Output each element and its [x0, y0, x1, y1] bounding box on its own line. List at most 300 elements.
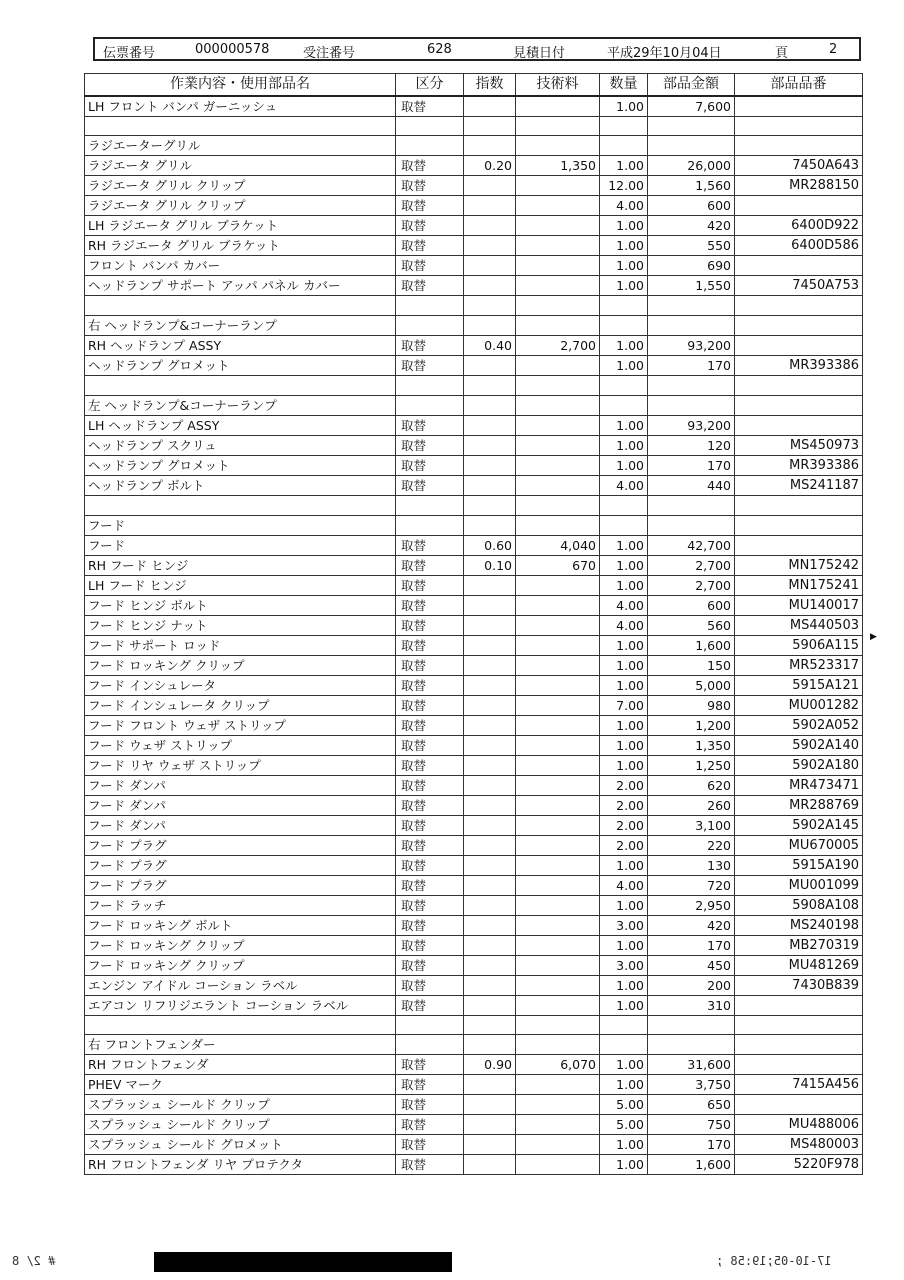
row-tech-fee: 4,040 [516, 535, 600, 555]
table-row [85, 316, 863, 336]
row-index: 0.40 [464, 336, 516, 356]
row-tech-fee [516, 415, 600, 435]
row-index [464, 116, 516, 136]
row-parts-amount: 560 [648, 615, 735, 635]
row-kubun: 取替 [396, 535, 464, 555]
row-qty [600, 1015, 648, 1035]
row-qty: 1.00 [600, 1055, 648, 1075]
row-item-name: フード インシュレータ クリップ [85, 695, 396, 715]
table-row [85, 635, 863, 655]
row-qty [600, 515, 648, 535]
row-parts-amount: 31,600 [648, 1055, 735, 1075]
row-kubun: 取替 [396, 855, 464, 875]
order-number-label: 受注番号 [303, 46, 356, 61]
row-item-name [85, 1015, 396, 1035]
table-row [85, 435, 863, 455]
row-qty [600, 116, 648, 136]
row-qty: 1.00 [600, 1135, 648, 1155]
table-row [85, 256, 863, 276]
row-index [464, 935, 516, 955]
row-tech-fee [516, 356, 600, 376]
row-kubun [396, 1015, 464, 1035]
row-item-name: ラジエータ グリル [85, 156, 396, 176]
table-row [85, 296, 863, 316]
row-parts-amount: 2,700 [648, 575, 735, 595]
row-item-name: 右 ヘッドランプ&コーナーランプ [85, 316, 396, 336]
row-kubun: 取替 [396, 635, 464, 655]
row-part-number: MR288150 [735, 176, 863, 196]
row-index [464, 1075, 516, 1095]
row-part-number: 6400D922 [735, 216, 863, 236]
row-parts-amount: 93,200 [648, 415, 735, 435]
row-qty: 1.00 [600, 1155, 648, 1175]
row-index [464, 695, 516, 715]
row-tech-fee [516, 236, 600, 256]
row-index [464, 995, 516, 1015]
row-part-number: MR393386 [735, 356, 863, 376]
table-row [85, 475, 863, 495]
table-row [85, 116, 863, 136]
row-qty [600, 495, 648, 515]
row-parts-amount: 1,350 [648, 735, 735, 755]
table-row [85, 515, 863, 535]
row-qty: 1.00 [600, 715, 648, 735]
row-parts-amount: 170 [648, 935, 735, 955]
row-index: 0.60 [464, 535, 516, 555]
row-item-name: 左 ヘッドランプ&コーナーランプ [85, 395, 396, 415]
row-item-name: PHEV マーク [85, 1075, 396, 1095]
row-part-number: MR393386 [735, 455, 863, 475]
row-kubun: 取替 [396, 915, 464, 935]
row-tech-fee [516, 575, 600, 595]
row-part-number [735, 415, 863, 435]
row-part-number: MR473471 [735, 775, 863, 795]
table-row [85, 655, 863, 675]
row-kubun: 取替 [396, 336, 464, 356]
row-index [464, 296, 516, 316]
row-kubun: 取替 [396, 216, 464, 236]
row-qty [600, 1035, 648, 1055]
row-qty: 3.00 [600, 915, 648, 935]
row-part-number [735, 995, 863, 1015]
row-item-name: エアコン リフリジエラント コーション ラベル [85, 995, 396, 1015]
row-kubun: 取替 [396, 1055, 464, 1075]
row-item-name: LH ヘッドランプ ASSY [85, 415, 396, 435]
row-parts-amount: 620 [648, 775, 735, 795]
row-item-name: フード プラグ [85, 875, 396, 895]
row-part-number [735, 495, 863, 515]
row-parts-amount: 750 [648, 1115, 735, 1135]
row-item-name: LH フロント バンパ ガーニッシュ [85, 96, 396, 117]
row-qty: 2.00 [600, 835, 648, 855]
table-row [85, 455, 863, 475]
row-item-name: フード プラグ [85, 855, 396, 875]
row-parts-amount: 600 [648, 196, 735, 216]
row-item-name: フード ラッチ [85, 895, 396, 915]
row-item-name: RH フード ヒンジ [85, 555, 396, 575]
row-qty: 1.00 [600, 276, 648, 296]
row-item-name: フード インシュレータ [85, 675, 396, 695]
row-item-name [85, 376, 396, 396]
row-tech-fee [516, 975, 600, 995]
row-index [464, 1095, 516, 1115]
row-item-name: ヘッドランプ グロメット [85, 356, 396, 376]
row-part-number: 5902A180 [735, 755, 863, 775]
row-parts-amount: 150 [648, 655, 735, 675]
row-index [464, 615, 516, 635]
row-kubun [396, 395, 464, 415]
row-part-number: MU001099 [735, 875, 863, 895]
row-kubun: 取替 [396, 575, 464, 595]
row-qty: 4.00 [600, 196, 648, 216]
row-qty: 1.00 [600, 855, 648, 875]
table-row [85, 276, 863, 296]
table-row [85, 775, 863, 795]
row-index [464, 495, 516, 515]
row-part-number: 5902A052 [735, 715, 863, 735]
row-index [464, 256, 516, 276]
row-index [464, 595, 516, 615]
row-kubun: 取替 [396, 935, 464, 955]
row-part-number [735, 535, 863, 555]
row-parts-amount [648, 395, 735, 415]
row-qty: 1.00 [600, 675, 648, 695]
row-item-name: RH フロントフェンダ [85, 1055, 396, 1075]
table-row [85, 915, 863, 935]
row-tech-fee: 6,070 [516, 1055, 600, 1075]
table-row [85, 395, 863, 415]
row-index [464, 875, 516, 895]
row-item-name: フード ダンパ [85, 815, 396, 835]
row-qty [600, 395, 648, 415]
row-index [464, 356, 516, 376]
row-parts-amount: 2,700 [648, 555, 735, 575]
table-row [85, 1015, 863, 1035]
row-kubun: 取替 [396, 715, 464, 735]
row-item-name [85, 296, 396, 316]
row-kubun: 取替 [396, 1155, 464, 1175]
row-index [464, 915, 516, 935]
row-part-number: 7415A456 [735, 1075, 863, 1095]
fax-timestamp: 17-10-05;19:58 ; [716, 1254, 832, 1268]
row-qty: 7.00 [600, 695, 648, 715]
row-part-number: MU488006 [735, 1115, 863, 1135]
row-qty: 12.00 [600, 176, 648, 196]
row-parts-amount: 170 [648, 455, 735, 475]
row-index [464, 575, 516, 595]
row-kubun [396, 1035, 464, 1055]
row-parts-amount: 420 [648, 216, 735, 236]
row-tech-fee [516, 635, 600, 655]
row-index [464, 216, 516, 236]
table-row [85, 875, 863, 895]
row-kubun: 取替 [396, 356, 464, 376]
row-part-number: MS440503 [735, 615, 863, 635]
row-item-name: フード ロッキング クリップ [85, 655, 396, 675]
table-row [85, 755, 863, 775]
row-item-name: フード ヒンジ ボルト [85, 595, 396, 615]
slip-number: 000000578 [195, 42, 270, 57]
row-parts-amount [648, 136, 735, 156]
row-index [464, 435, 516, 455]
row-part-number [735, 1095, 863, 1115]
row-qty: 1.00 [600, 216, 648, 236]
row-parts-amount [648, 1035, 735, 1055]
row-part-number: MN175242 [735, 555, 863, 575]
row-tech-fee [516, 795, 600, 815]
row-index [464, 955, 516, 975]
row-part-number: MS241187 [735, 475, 863, 495]
row-qty: 1.00 [600, 415, 648, 435]
row-tech-fee [516, 775, 600, 795]
row-part-number [735, 96, 863, 117]
row-qty: 5.00 [600, 1115, 648, 1135]
row-index [464, 276, 516, 296]
table-row [85, 1155, 863, 1175]
row-index: 0.90 [464, 1055, 516, 1075]
row-tech-fee [516, 1015, 600, 1035]
row-tech-fee [516, 1115, 600, 1135]
row-parts-amount: 1,560 [648, 176, 735, 196]
row-qty: 4.00 [600, 875, 648, 895]
row-tech-fee: 670 [516, 555, 600, 575]
row-kubun: 取替 [396, 695, 464, 715]
row-item-name: ヘッドランプ グロメット [85, 455, 396, 475]
row-qty: 1.00 [600, 755, 648, 775]
row-parts-amount: 1,200 [648, 715, 735, 735]
row-kubun [396, 116, 464, 136]
row-kubun: 取替 [396, 975, 464, 995]
row-item-name: RH フロントフェンダ リヤ プロテクタ [85, 1155, 396, 1175]
table-row [85, 1075, 863, 1095]
row-item-name: スプラッシュ シールド グロメット [85, 1135, 396, 1155]
row-tech-fee [516, 1095, 600, 1115]
table-row [85, 1035, 863, 1055]
row-index: 0.10 [464, 555, 516, 575]
row-kubun: 取替 [396, 735, 464, 755]
table-row [85, 575, 863, 595]
row-tech-fee [516, 995, 600, 1015]
row-part-number [735, 316, 863, 336]
row-kubun: 取替 [396, 595, 464, 615]
row-item-name [85, 495, 396, 515]
row-tech-fee [516, 395, 600, 415]
table-row [85, 815, 863, 835]
row-part-number: MU001282 [735, 695, 863, 715]
row-index [464, 1115, 516, 1135]
row-index [464, 515, 516, 535]
row-tech-fee [516, 715, 600, 735]
row-tech-fee [516, 276, 600, 296]
row-qty: 2.00 [600, 815, 648, 835]
col-header-index: 指数 [464, 74, 516, 96]
row-parts-amount [648, 1015, 735, 1035]
row-kubun: 取替 [396, 955, 464, 975]
table-row [85, 555, 863, 575]
row-tech-fee [516, 196, 600, 216]
fax-page-stamp: # 2/ 8 [12, 1254, 56, 1268]
row-tech-fee [516, 1135, 600, 1155]
row-tech-fee [516, 216, 600, 236]
estimate-date: 平成29年10月04日 [607, 46, 722, 61]
row-part-number: 5906A115 [735, 635, 863, 655]
row-tech-fee [516, 595, 600, 615]
row-item-name: エンジン アイドル コーション ラベル [85, 975, 396, 995]
row-part-number [735, 196, 863, 216]
row-tech-fee [516, 376, 600, 396]
row-kubun: 取替 [396, 1115, 464, 1135]
row-parts-amount: 310 [648, 995, 735, 1015]
row-part-number: MS240198 [735, 915, 863, 935]
row-item-name: フード サポート ロッド [85, 635, 396, 655]
row-parts-amount [648, 316, 735, 336]
table-header-row [85, 74, 863, 96]
row-kubun: 取替 [396, 196, 464, 216]
table-row [85, 176, 863, 196]
row-index [464, 655, 516, 675]
row-item-name: フード プラグ [85, 835, 396, 855]
row-tech-fee [516, 935, 600, 955]
slip-header [93, 37, 861, 61]
row-kubun: 取替 [396, 1095, 464, 1115]
row-part-number: 5915A190 [735, 855, 863, 875]
row-kubun: 取替 [396, 455, 464, 475]
row-tech-fee [516, 1075, 600, 1095]
row-parts-amount: 200 [648, 975, 735, 995]
row-qty: 1.00 [600, 655, 648, 675]
row-qty: 1.00 [600, 156, 648, 176]
row-kubun: 取替 [396, 675, 464, 695]
table-row [85, 615, 863, 635]
row-item-name: フード ロッキング クリップ [85, 935, 396, 955]
row-index [464, 96, 516, 117]
table-row [85, 735, 863, 755]
row-part-number: MU481269 [735, 955, 863, 975]
row-parts-amount: 3,750 [648, 1075, 735, 1095]
table-row [85, 196, 863, 216]
table-row [85, 675, 863, 695]
table-row [85, 535, 863, 555]
row-index [464, 316, 516, 336]
row-kubun: 取替 [396, 875, 464, 895]
row-item-name: RH ラジエータ グリル ブラケット [85, 236, 396, 256]
row-item-name: フード ロッキング ボルト [85, 915, 396, 935]
row-tech-fee [516, 475, 600, 495]
row-qty: 4.00 [600, 615, 648, 635]
row-kubun: 取替 [396, 1135, 464, 1155]
row-parts-amount: 42,700 [648, 535, 735, 555]
row-index [464, 775, 516, 795]
row-tech-fee: 1,350 [516, 156, 600, 176]
row-qty: 1.00 [600, 455, 648, 475]
row-part-number: 5908A108 [735, 895, 863, 915]
row-qty: 1.00 [600, 1075, 648, 1095]
row-kubun [396, 515, 464, 535]
table-row [85, 995, 863, 1015]
row-index [464, 735, 516, 755]
row-part-number: 7450A753 [735, 276, 863, 296]
row-parts-amount: 93,200 [648, 336, 735, 356]
row-kubun: 取替 [396, 415, 464, 435]
row-qty: 3.00 [600, 955, 648, 975]
row-qty: 1.00 [600, 336, 648, 356]
row-kubun: 取替 [396, 236, 464, 256]
row-part-number: MU670005 [735, 835, 863, 855]
row-item-name: フード ウェザ ストリップ [85, 735, 396, 755]
row-qty [600, 296, 648, 316]
row-qty: 2.00 [600, 795, 648, 815]
row-tech-fee [516, 176, 600, 196]
row-item-name: フード フロント ウェザ ストリップ [85, 715, 396, 735]
row-tech-fee [516, 675, 600, 695]
table-row [85, 795, 863, 815]
row-part-number: MB270319 [735, 935, 863, 955]
row-kubun [396, 316, 464, 336]
row-part-number [735, 1035, 863, 1055]
row-qty [600, 136, 648, 156]
row-kubun: 取替 [396, 815, 464, 835]
row-parts-amount [648, 495, 735, 515]
row-kubun [396, 136, 464, 156]
row-item-name: フロント バンパ カバー [85, 256, 396, 276]
table-row [85, 955, 863, 975]
row-tech-fee [516, 615, 600, 635]
estimate-date-label: 見積日付 [513, 46, 566, 61]
row-qty: 4.00 [600, 475, 648, 495]
row-tech-fee: 2,700 [516, 336, 600, 356]
row-qty: 1.00 [600, 236, 648, 256]
table-row [85, 595, 863, 615]
redaction-bar [154, 1252, 452, 1272]
row-part-number: MN175241 [735, 575, 863, 595]
row-item-name: ラジエーターグリル [85, 136, 396, 156]
row-parts-amount: 3,100 [648, 815, 735, 835]
row-tech-fee [516, 296, 600, 316]
row-item-name: スプラッシュ シールド クリップ [85, 1115, 396, 1135]
row-index [464, 455, 516, 475]
row-parts-amount: 690 [648, 256, 735, 276]
row-parts-amount: 170 [648, 356, 735, 376]
row-qty: 1.00 [600, 435, 648, 455]
row-part-number [735, 336, 863, 356]
page-label: 頁 [775, 46, 789, 61]
row-tech-fee [516, 256, 600, 276]
row-index [464, 475, 516, 495]
row-parts-amount [648, 376, 735, 396]
row-item-name: フード [85, 535, 396, 555]
row-part-number [735, 376, 863, 396]
row-qty: 5.00 [600, 1095, 648, 1115]
row-part-number: 5220F978 [735, 1155, 863, 1175]
row-item-name: 右 フロントフェンダー [85, 1035, 396, 1055]
row-qty: 1.00 [600, 895, 648, 915]
row-parts-amount: 26,000 [648, 156, 735, 176]
row-part-number: 7450A643 [735, 156, 863, 176]
row-tech-fee [516, 515, 600, 535]
col-header-kubun: 区分 [396, 74, 464, 96]
row-index [464, 1135, 516, 1155]
row-kubun: 取替 [396, 276, 464, 296]
row-parts-amount: 7,600 [648, 96, 735, 117]
row-part-number: MR288769 [735, 795, 863, 815]
row-index [464, 855, 516, 875]
row-tech-fee [516, 435, 600, 455]
row-kubun: 取替 [396, 775, 464, 795]
row-tech-fee [516, 96, 600, 117]
order-number: 628 [427, 42, 452, 57]
slip-number-label: 伝票番号 [103, 46, 156, 61]
table-row [85, 136, 863, 156]
